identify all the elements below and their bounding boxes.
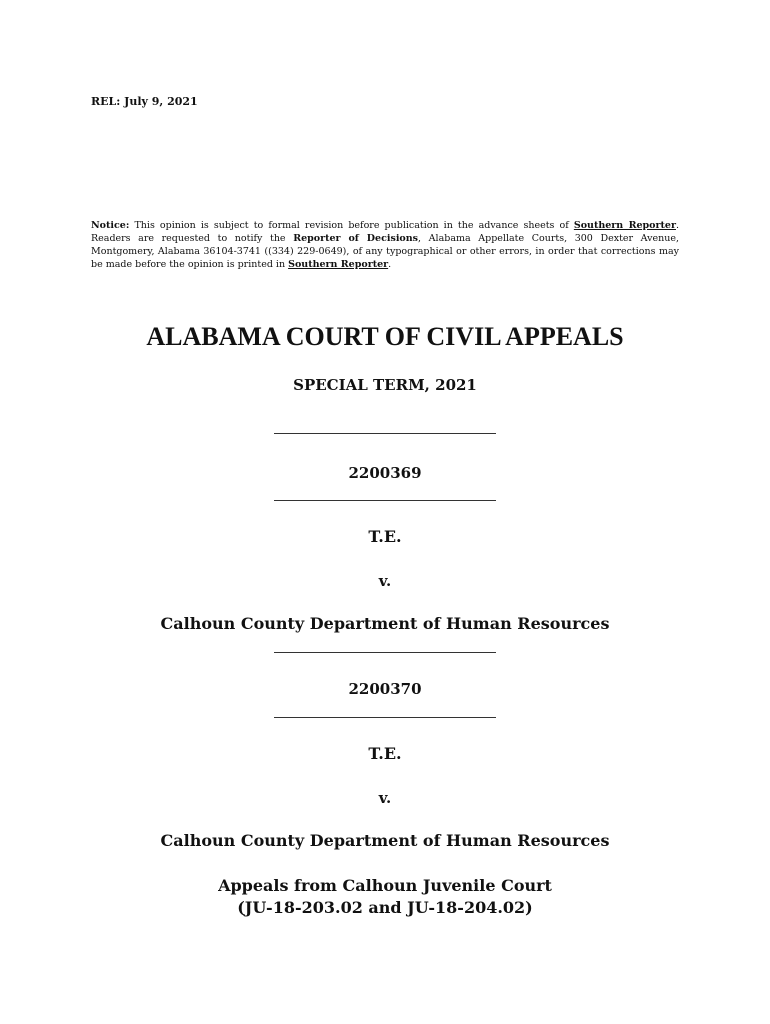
- notice-text-1: This opinion is subject to formal revision before publication in the advance sheets of: [129, 220, 574, 231]
- reporter-of-decisions: Reporter of Decisions: [293, 233, 419, 244]
- southern-reporter-ref-2: Southern Reporter: [288, 259, 389, 270]
- notice-text-3: , Alabama Appellate Courts, 300 Dexter Avenue, Montgomery, Alabama 36104-3741 ((334) 229-0649), of any typographical or other errors, in order that corrections may be made before the opinion is printed in: [91, 233, 680, 270]
- divider-line: [274, 500, 496, 501]
- southern-reporter-ref-1: Southern Reporter: [573, 220, 676, 231]
- notice-text-2: . Readers are requested to notify the: [91, 220, 679, 244]
- appellant-name: T.E.: [368, 744, 402, 763]
- court-title: ALABAMA COURT OF CIVIL APPEALS: [146, 322, 624, 351]
- versus-label: v.: [378, 789, 392, 807]
- appeal-source: [0, 875, 770, 919]
- divider-line: [274, 652, 496, 653]
- court-term: SPECIAL TERM, 2021: [293, 376, 477, 394]
- notice-text-4: .: [388, 259, 392, 270]
- divider-line: [274, 433, 496, 434]
- case-number: 2200369: [348, 464, 422, 482]
- divider-line: [274, 717, 496, 718]
- appeal-case-numbers: (JU-18-203.02 and JU-18-204.02): [237, 898, 533, 917]
- notice-label: Notice:: [91, 220, 130, 231]
- appellee-name: Calhoun County Department of Human Resources: [160, 614, 610, 633]
- appeal-court-line: Appeals from Calhoun Juvenile Court: [218, 876, 552, 895]
- publication-notice: [91, 219, 679, 271]
- appellant-name: T.E.: [368, 527, 402, 546]
- versus-label: v.: [378, 572, 392, 590]
- appellee-name: Calhoun County Department of Human Resources: [160, 831, 610, 850]
- case-number: 2200370: [348, 680, 422, 698]
- release-date: REL: July 9, 2021: [91, 95, 198, 108]
